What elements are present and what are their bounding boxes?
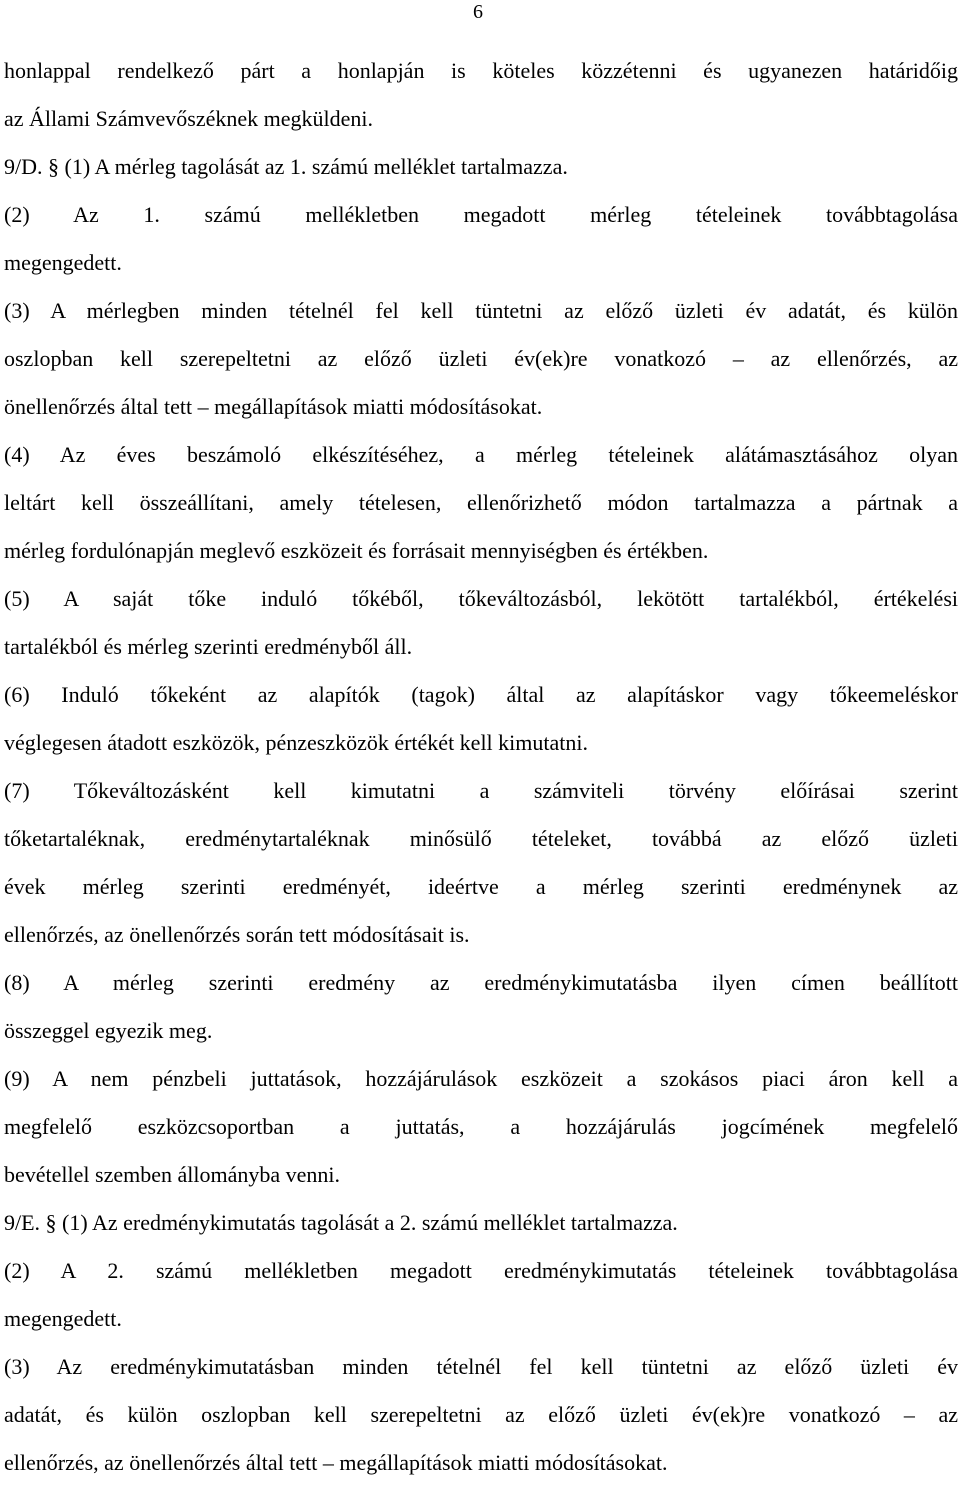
document-body bbox=[4, 47, 958, 1487]
text-line: oszlopban kell szerepeltetni az előző üzleti év(ek)re vonatkozó – az ellenőrzés, az bbox=[4, 346, 958, 371]
page-number: 6 bbox=[473, 1, 483, 23]
text-line: mérleg fordulónapján meglevő eszközeit és forrásait mennyiségben és értékben. bbox=[4, 538, 709, 563]
text-line: (5) A saját tőke induló tőkéből, tőkeváltozásból, lekötött tartalékból, értékelési bbox=[4, 586, 958, 611]
text-line: (8) A mérleg szerinti eredmény az eredménykimutatásba ilyen címen beállított bbox=[4, 970, 958, 995]
text-line: az Állami Számvevőszéknek megküldeni. bbox=[4, 106, 373, 131]
text-line: (3) A mérlegben minden tételnél fel kell tüntetni az előző üzleti év adatát, és külön bbox=[4, 298, 958, 323]
text-line: véglegesen átadott eszközök, pénzeszközök értékét kell kimutatni. bbox=[4, 730, 588, 755]
text-line: (4) Az éves beszámoló elkészítéséhez, a mérleg tételeinek alátámasztásához olyan bbox=[4, 442, 958, 467]
text-line: (9) A nem pénzbeli juttatások, hozzájárulások eszközeit a szokásos piaci áron kell a bbox=[4, 1066, 958, 1091]
text-line: megengedett. bbox=[4, 1306, 122, 1331]
text-line: (2) A 2. számú mellékletben megadott eredménykimutatás tételeinek továbbtagolása bbox=[4, 1258, 958, 1283]
text-line: leltárt kell összeállítani, amely tételesen, ellenőrizhető módon tartalmazza a pártnak a bbox=[4, 490, 958, 515]
text-line: önellenőrzés által tett – megállapítások miatti módosításokat. bbox=[4, 394, 543, 419]
text-line: honlappal rendelkező párt a honlapján is köteles közzétenni és ugyanezen határidőig bbox=[4, 58, 958, 83]
text-line: tőketartaléknak, eredménytartaléknak minősülő tételeket, továbbá az előző üzleti bbox=[4, 826, 958, 851]
text-line: 9/D. § (1) A mérleg tagolását az 1. számú melléklet tartalmazza. bbox=[4, 154, 568, 179]
text-line: (2) Az 1. számú mellékletben megadott mérleg tételeinek továbbtagolása bbox=[4, 202, 958, 227]
text-line: ellenőrzés, az önellenőrzés során tett módosításait is. bbox=[4, 922, 470, 947]
text-line: 9/E. § (1) Az eredménykimutatás tagolását a 2. számú melléklet tartalmazza. bbox=[4, 1210, 678, 1235]
text-line: megfelelő eszközcsoportban a juttatás, a hozzájárulás jogcímének megfelelő bbox=[4, 1114, 958, 1139]
text-line: adatát, és külön oszlopban kell szerepeltetni az előző üzleti év(ek)re vonatkozó – az bbox=[4, 1402, 958, 1427]
text-line: (3) Az eredménykimutatásban minden tételnél fel kell tüntetni az előző üzleti év bbox=[4, 1354, 958, 1379]
text-line: tartalékból és mérleg szerinti eredményből áll. bbox=[4, 634, 413, 659]
text-line: ellenőrzés, az önellenőrzés által tett – megállapítások miatti módosításokat. bbox=[4, 1450, 668, 1475]
text-line: (7) Tőkeváltozásként kell kimutatni a számviteli törvény előírásai szerint bbox=[4, 778, 958, 803]
text-line: (6) Induló tőkeként az alapítók (tagok) által az alapításkor vagy tőkeemeléskor bbox=[4, 682, 958, 707]
text-line: megengedett. bbox=[4, 250, 122, 275]
text-line: évek mérleg szerinti eredményét, ideértve a mérleg szerinti eredménynek az bbox=[4, 874, 958, 899]
text-line: összeggel egyezik meg. bbox=[4, 1018, 213, 1043]
text-line: bevétellel szemben állományba venni. bbox=[4, 1162, 340, 1187]
